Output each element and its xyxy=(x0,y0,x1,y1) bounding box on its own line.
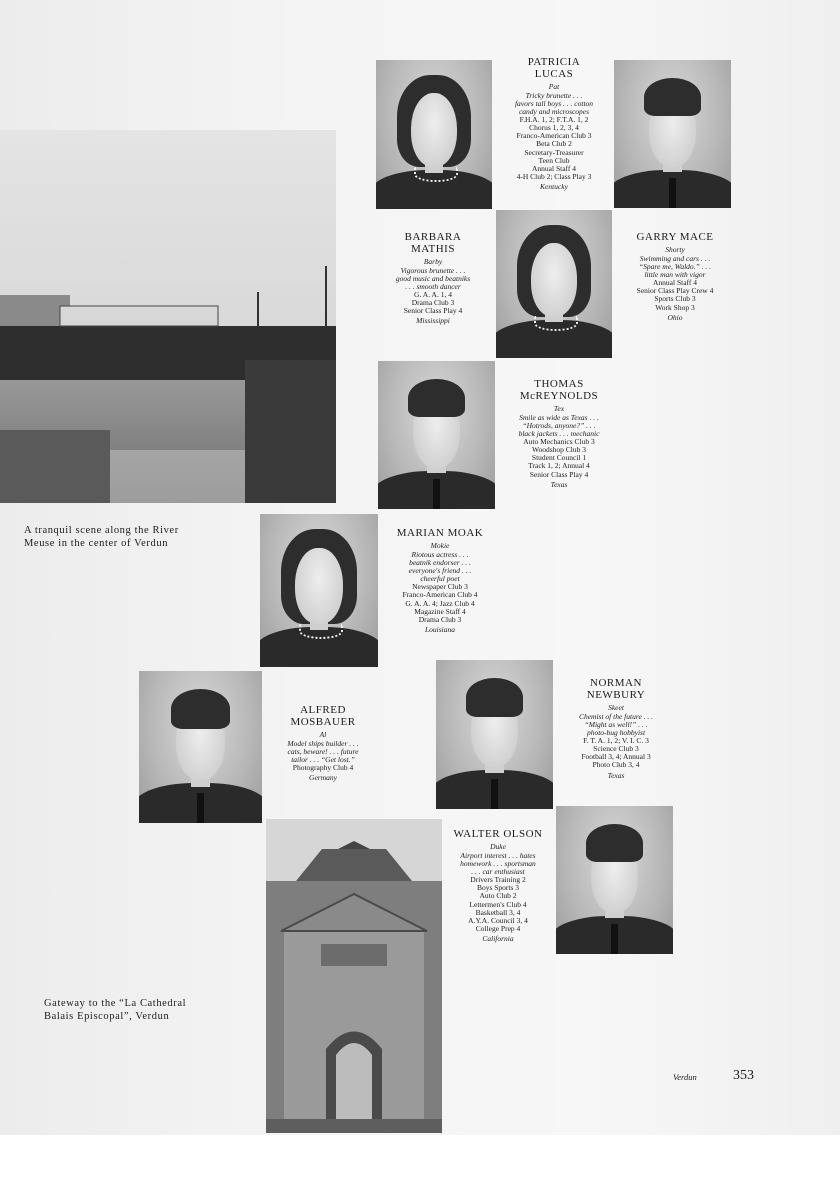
bio-line: Photo Club 3, 4 xyxy=(592,760,640,770)
student-nickname: Pat xyxy=(548,81,560,91)
bio-line: Chemist of the future . . . xyxy=(578,711,654,721)
bio-line: Annual Staff 4 xyxy=(531,163,577,173)
bio-line: Senior Class Play 4 xyxy=(403,306,463,316)
bio-line: Basketball 3, 4 xyxy=(475,907,521,917)
student-state: California xyxy=(482,933,514,943)
bio-line: Senior Class Play Crew 4 xyxy=(636,286,714,296)
bio-line: candy and microscopes xyxy=(518,107,590,117)
bio-line: Vigorous brunette . . . xyxy=(400,265,466,275)
portrait-walter-olson xyxy=(556,806,673,954)
student-state: Louisiana xyxy=(424,624,455,634)
bio-line: Model ships builder . . . xyxy=(287,738,359,748)
student-name: MARIAN MOAK xyxy=(396,527,484,539)
bio-line: Track 1, 2; Annual 4 xyxy=(528,461,590,471)
bio-line: Senior Class Play 4 xyxy=(529,469,589,479)
bio-line: little man with vigor xyxy=(644,270,706,280)
bio-line: G. A. A. 4; Jazz Club 4 xyxy=(405,598,475,608)
student-name: GARRY MACE xyxy=(636,231,714,243)
bio-line: Student Council 1 xyxy=(531,453,587,463)
page-number: 353 xyxy=(733,1068,754,1083)
student-name: MATHIS xyxy=(411,242,455,255)
bio-line: black jackets . . . mechanic xyxy=(518,429,600,439)
bio-line: Photography Club 4 xyxy=(292,763,354,773)
student-name: McREYNOLDS xyxy=(519,389,599,402)
bio-line: 4-H Club 2; Class Play 3 xyxy=(516,171,592,181)
portrait-alfred-mosbauer xyxy=(139,671,262,823)
bio-line: Newspaper Club 3 xyxy=(412,582,468,592)
student-nickname: Barby xyxy=(423,256,443,266)
bio-line: Airport interest . . . hates xyxy=(460,850,536,860)
bio-patricia-lucas xyxy=(496,57,612,191)
student-state: Germany xyxy=(309,773,337,783)
student-nickname: Skeet xyxy=(608,702,624,712)
river-photo-caption xyxy=(24,525,179,550)
bio-line: “Spare me, Waldo.” . . . xyxy=(639,262,711,272)
bio-garry-mace xyxy=(614,232,736,322)
bio-barbara-mathis xyxy=(374,232,492,326)
bio-line: Science Club 3 xyxy=(593,744,639,754)
student-nickname: Tex xyxy=(553,403,565,413)
bio-line: Auto Mechanics Club 3 xyxy=(523,437,595,447)
student-name: PATRICIA xyxy=(527,56,581,68)
student-nickname: Duke xyxy=(490,841,506,851)
bio-line: “Hotrods, anyone?” . . . xyxy=(522,420,596,430)
bio-line: favors tall boys . . . cotton xyxy=(514,98,594,108)
bio-line: beatnik endorser . . . xyxy=(409,558,471,568)
bio-line: College Prep 4 xyxy=(475,923,521,933)
bio-line: cheerful poet xyxy=(420,574,460,584)
gateway-cathedral-photo xyxy=(266,819,442,1133)
caption-line: Balais Episcopal”, Verdun xyxy=(44,1010,170,1022)
bio-line: Magazine Staff 4 xyxy=(414,606,466,616)
bio-line: Lettermen's Club 4 xyxy=(469,899,527,909)
bio-line: homework . . . sportsman xyxy=(460,859,536,869)
portrait-thomas-mcreynolds xyxy=(378,361,495,509)
student-state: Ohio xyxy=(667,312,683,322)
student-name: LUCAS xyxy=(534,67,574,80)
student-name: NEWBURY xyxy=(586,688,646,701)
bio-line: Franco-American Club 4 xyxy=(402,590,478,600)
student-name: BARBARA xyxy=(404,231,462,243)
student-state: Texas xyxy=(607,770,625,780)
bio-line: “Might as well!” . . . xyxy=(584,719,648,729)
bio-line: Tricky brunette . . . xyxy=(525,90,583,100)
bio-line: Drama Club 3 xyxy=(411,298,455,308)
student-nickname: Al xyxy=(319,729,327,739)
gateway-photo-caption xyxy=(44,998,186,1023)
student-state: Kentucky xyxy=(540,181,568,191)
portrait-barbara-mathis xyxy=(496,210,612,358)
student-name: ALFRED xyxy=(300,704,346,716)
footer-section-label: Verdun xyxy=(673,1072,697,1082)
bio-line: Drama Club 3 xyxy=(418,614,462,624)
bio-walter-olson xyxy=(440,829,556,943)
bio-line: . . . smooth dancer xyxy=(405,282,461,292)
bio-line: photo-bug hobbyist xyxy=(586,728,646,738)
bio-line: Woodshop Club 3 xyxy=(532,445,586,455)
bio-line: Teen Club xyxy=(538,155,570,165)
bio-line: everyone's friend . . . xyxy=(408,566,472,576)
bio-line: Chorus 1, 2, 3, 4 xyxy=(529,123,579,133)
bio-line: Secretary-Treasurer xyxy=(524,147,584,157)
student-name: MOSBAUER xyxy=(290,715,356,728)
caption-line: A tranquil scene along the River xyxy=(24,525,179,536)
bio-line: Auto Club 2 xyxy=(479,891,517,901)
bio-line: Sports Club 3 xyxy=(654,294,696,304)
bio-line: tailor . . . “Get lost.” xyxy=(291,755,355,765)
bio-norman-newbury xyxy=(556,678,676,780)
caption-line: Gateway to the “La Cathedral xyxy=(44,998,187,1009)
river-meuse-photo xyxy=(0,130,336,503)
bio-line: Riotous actress . . . xyxy=(411,549,469,559)
bio-alfred-mosbauer xyxy=(263,705,383,782)
student-name: NORMAN xyxy=(590,677,642,689)
bio-line: Boys Sports 3 xyxy=(476,883,520,893)
bio-line: Annual Staff 4 xyxy=(652,278,698,288)
bio-line: Franco-American Club 3 xyxy=(516,131,592,141)
bio-line: Swimming and cars . . . xyxy=(639,253,711,263)
student-name: WALTER OLSON xyxy=(453,828,543,840)
student-nickname: Shorty xyxy=(665,244,685,254)
bio-thomas-mcreynolds xyxy=(500,379,618,489)
bio-line: Drivers Training 2 xyxy=(470,875,526,885)
portrait-marian-moak xyxy=(260,514,378,667)
student-name: THOMAS xyxy=(534,378,584,390)
bio-line: Smile as wide as Texas . . . xyxy=(519,412,599,422)
portrait-norman-newbury xyxy=(436,660,553,809)
student-nickname: Mokie xyxy=(430,540,450,550)
portrait-patricia-lucas xyxy=(376,60,492,209)
caption-line: Meuse in the center of Verdun xyxy=(24,537,169,549)
bio-line: A.Y.A. Council 3, 4 xyxy=(468,915,528,925)
bio-line: Beta Club 2 xyxy=(536,139,572,149)
student-state: Mississippi xyxy=(416,316,450,326)
bio-line: . . . car enthusiast xyxy=(471,867,525,877)
bio-line: cats, beware! . . . future xyxy=(287,746,359,756)
bio-line: good music and beatniks xyxy=(395,273,471,283)
bio-line: G. A. A. 1, 4 xyxy=(414,290,452,300)
student-state: Texas xyxy=(550,479,568,489)
portrait-garry-mace xyxy=(614,60,731,208)
bio-line: Football 3, 4; Annual 3 xyxy=(581,752,651,762)
bio-line: Work Shop 3 xyxy=(655,302,695,312)
bio-line: F. T. A. 1, 2; V. I. C. 3 xyxy=(583,736,649,746)
bio-marian-moak xyxy=(380,528,500,634)
bio-line: F.H.A. 1, 2; F.T.A. 1, 2 xyxy=(519,115,589,125)
